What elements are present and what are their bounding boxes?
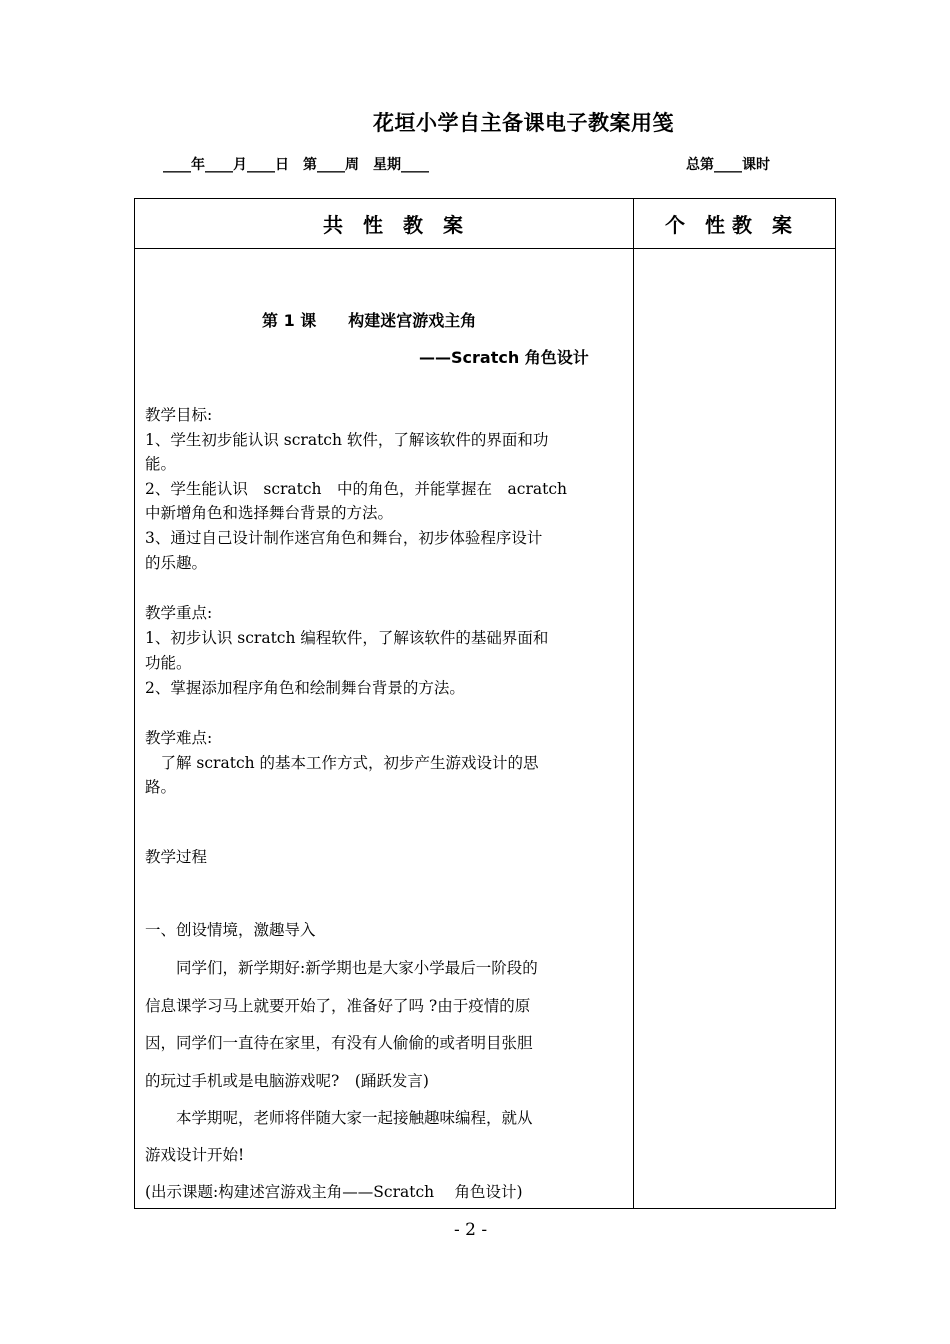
text-line: 了解 scratch 的基本工作方式，初步产生游戏设计的思 — [145, 754, 539, 772]
text-line: 功能。 — [145, 654, 192, 672]
text-line: 教学难点: — [145, 729, 213, 747]
text-line: 1、学生初步能认识 scratch 软件，了解该软件的界面和功 — [145, 431, 549, 449]
text-line: 路。 — [145, 778, 177, 796]
common-plan-header: 共 性 教 案 — [323, 213, 463, 237]
text-line: 教学重点: — [145, 604, 213, 622]
column-divider — [633, 199, 634, 1208]
text-line: 教学过程 — [145, 848, 208, 866]
total-lesson-line: 总第____课时 — [686, 157, 770, 173]
text-line: 2、学生能认识 scratch 中的角色，并能掌握在 acratch — [145, 480, 568, 498]
lesson-title: 第 1 课 构建迷宫游戏主角 — [262, 311, 477, 330]
text-line: 的玩过手机或是电脑游戏呢? (踊跃发言) — [145, 1072, 429, 1090]
text-line: 的乐趣。 — [145, 554, 208, 572]
text-line: 1、初步认识 scratch 编程软件，了解该软件的基础界面和 — [145, 629, 549, 647]
text-line: 3、通过自己设计制作迷宫角色和舞台，初步体验程序设计 — [145, 529, 543, 547]
personal-plan-header: 个 性 教 案 — [665, 213, 792, 237]
text-line: 2、掌握添加程序角色和绘制舞台背景的方法。 — [145, 679, 465, 697]
text-line: (出示课题:构建述宫游戏主角——Scratch 角色设计) — [145, 1183, 523, 1201]
text-line: 中新增角色和选择舞台背景的方法。 — [145, 504, 394, 522]
header-divider — [135, 248, 835, 249]
text-line: 游戏设计开始! — [145, 1146, 245, 1164]
lesson-subtitle: ——Scratch 角色设计 — [419, 348, 589, 367]
text-line: 一、创设情境，激趣导入 — [145, 921, 316, 939]
page-number: - 2 - — [454, 1220, 488, 1240]
text-line: 同学们，新学期好:新学期也是大家小学最后一阶段的 — [145, 959, 538, 977]
text-line: 教学目标: — [145, 406, 213, 424]
text-line: 能。 — [145, 455, 177, 473]
text-line: 信息课学习马上就要开始了，准备好了吗 ?由于疫情的原 — [145, 997, 531, 1015]
text-line: 本学期呢，老师将伴随大家一起接触趣味编程，就从 — [145, 1109, 533, 1127]
text-line: 因，同学们一直待在家里，有没有人偷偷的或者明目张胆 — [145, 1034, 533, 1052]
date-line: ____年____月____日 第____周 星期____ — [163, 157, 429, 173]
document-title: 花垣小学自主备课电子教案用笺 — [373, 111, 674, 135]
